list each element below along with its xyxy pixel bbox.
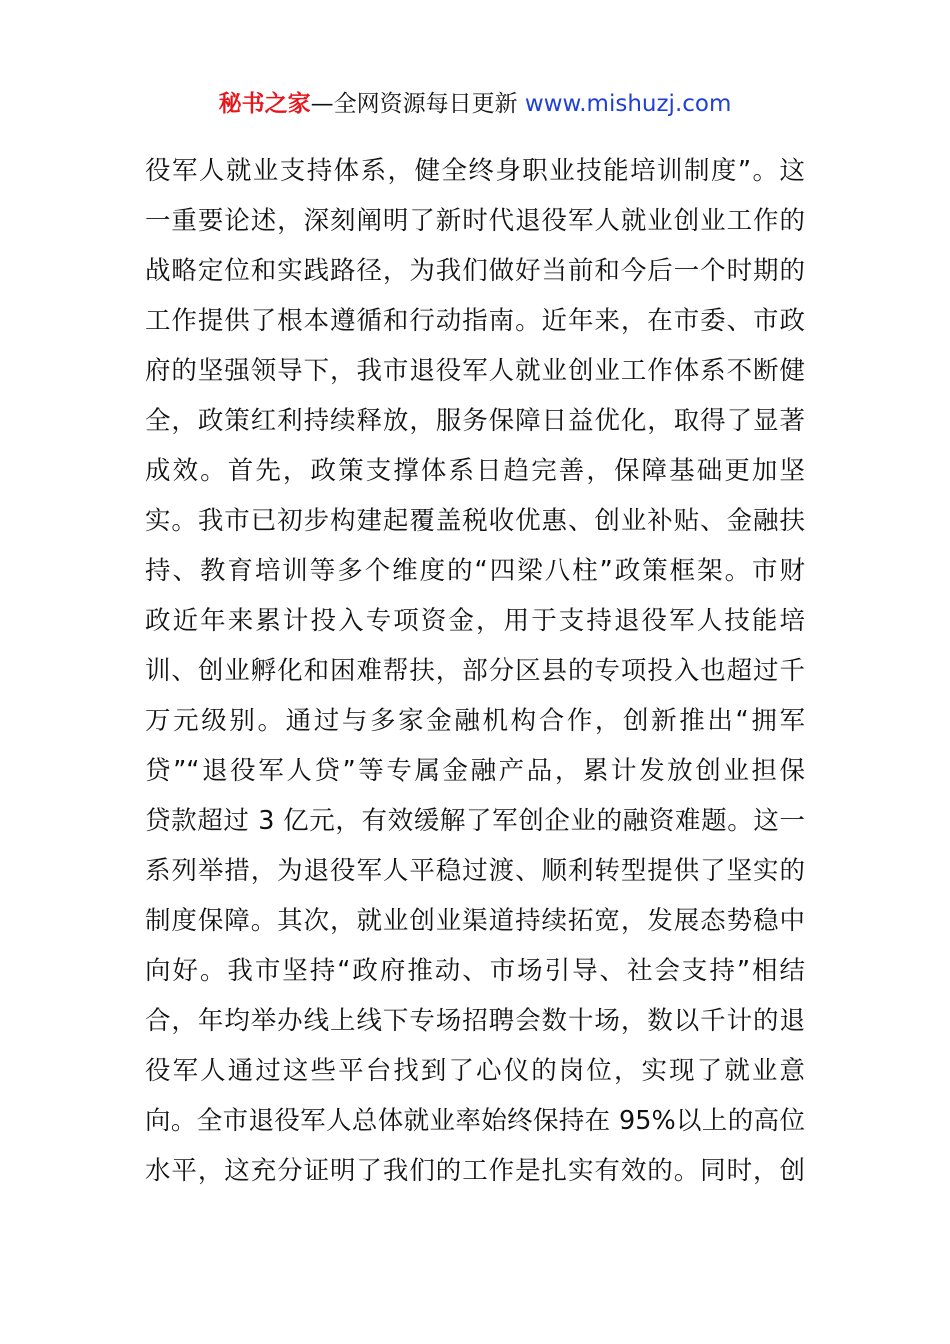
text-line: 府的坚强领导下，我市退役军人就业创业工作体系不断健 — [145, 356, 805, 386]
text-line: 训、创业孵化和困难帮扶，部分区县的专项投入也超过千 — [145, 656, 805, 686]
text-line: 全，政策红利持续释放，服务保障日益优化，取得了显著 — [145, 406, 805, 436]
header-tagline: —全网资源每日更新 — [310, 91, 525, 117]
text-line: 战略定位和实践路径，为我们做好当前和今后一个时期的 — [145, 256, 805, 286]
text-line: 役军人通过这些平台找到了心仪的岗位，实现了就业意 — [145, 1056, 805, 1086]
document-body — [145, 146, 805, 1196]
brand-name: 秘书之家 — [218, 91, 311, 117]
text-line: 万元级别。通过与多家金融机构合作，创新推出“拥军 — [145, 706, 805, 736]
site-header — [0, 88, 950, 120]
text-line: 系列举措，为退役军人平稳过渡、顺利转型提供了坚实的 — [145, 856, 805, 886]
site-url-link[interactable]: www.mishuzj.com — [524, 91, 732, 117]
text-line: 役军人就业支持体系，健全终身职业技能培训制度”。这 — [145, 156, 805, 186]
text-line: 实。我市已初步构建起覆盖税收优惠、创业补贴、金融扶 — [145, 506, 805, 536]
text-line: 合，年均举办线上线下专场招聘会数十场，数以千计的退 — [145, 1006, 805, 1036]
text-line: 政近年来累计投入专项资金，用于支持退役军人技能培 — [145, 606, 805, 636]
text-line: 一重要论述，深刻阐明了新时代退役军人就业创业工作的 — [145, 206, 805, 236]
text-line: 向好。我市坚持“政府推动、市场引导、社会支持”相结 — [145, 956, 805, 986]
text-line: 向。全市退役军人总体就业率始终保持在 95%以上的高位 — [145, 1106, 805, 1136]
text-line: 制度保障。其次，就业创业渠道持续拓宽，发展态势稳中 — [145, 906, 805, 936]
text-line: 成效。首先，政策支撑体系日趋完善，保障基础更加坚 — [145, 456, 805, 486]
text-line: 工作提供了根本遵循和行动指南。近年来，在市委、市政 — [145, 306, 805, 336]
text-line: 水平，这充分证明了我们的工作是扎实有效的。同时，创 — [145, 1156, 805, 1186]
text-line: 贷款超过 3 亿元，有效缓解了军创企业的融资难题。这一 — [145, 806, 805, 836]
text-line: 持、教育培训等多个维度的“四梁八柱”政策框架。市财 — [145, 556, 805, 586]
text-line: 贷”“退役军人贷”等专属金融产品，累计发放创业担保 — [145, 756, 805, 786]
